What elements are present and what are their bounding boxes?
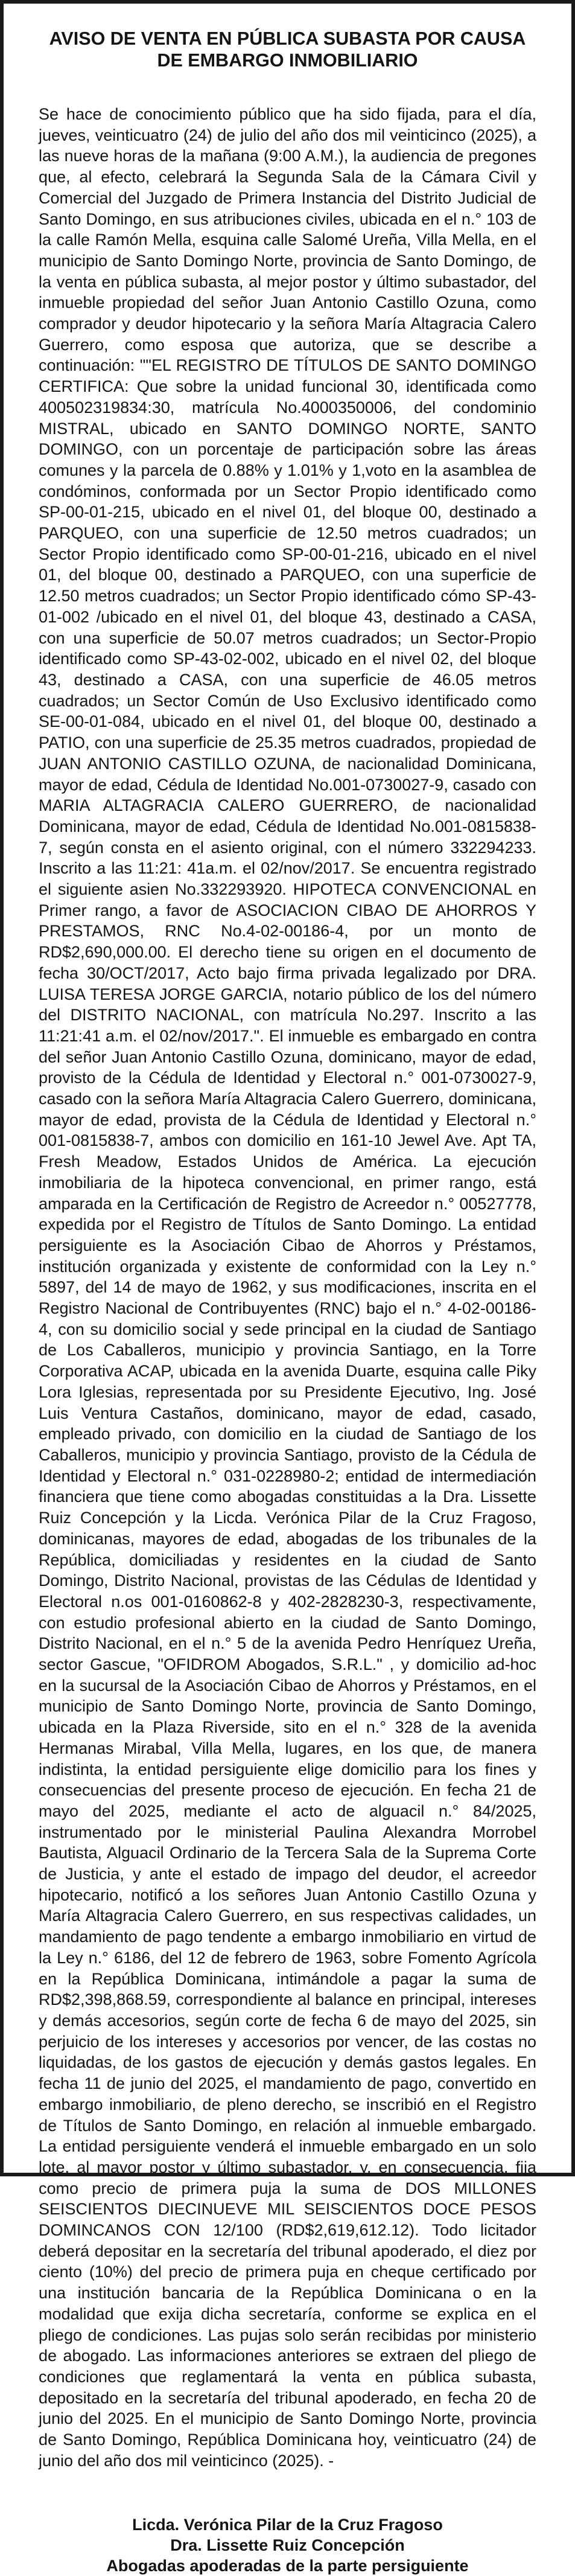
signature-line-2: Dra. Lissette Ruiz Concepción bbox=[170, 2536, 405, 2555]
notice-title bbox=[39, 28, 536, 71]
signature-line-1: Licda. Verónica Pilar de la Cruz Fragoso bbox=[132, 2516, 443, 2534]
signature-block bbox=[39, 2514, 536, 2576]
notice-title-line-2: DE EMBARGO INMOBILIARIO bbox=[157, 50, 418, 71]
signature-line-3: Abogadas apoderadas de la parte persiguiente bbox=[106, 2557, 469, 2575]
notice-body: Se hace de conocimiento público que ha sido fijada, para el día, jueves, veinticuatro (24) de julio del año dos mil veinticinco (2025), a las nueve horas de la mañana (9:00 A.M.), la audiencia de pregones que, al efecto, celebrará la Segunda Sala de la Cámara Civil y Comercial del Juzgado de Primera Instancia del Distrito Judicial de Santo Domingo, en sus atribuciones civiles, ubicada en el n.° 103 de la calle Ramón Mella, esquina calle Salomé Ureña, Villa Mella, en el municipio de Santo Domingo Norte, provincia de Santo Domingo, de la venta en pública subasta, al mejor postor y último subastador, del inmueble propiedad del señor Juan Antonio Castillo Ozuna, como comprador y deudor hipotecario y la señora María Altagracia Calero Guerrero, como esposa que autoriza, que se describe a continuación: ""EL REGISTRO DE TÍTULOS DE SANTO DOMINGO CERTIFICA: Que sobre la unidad funcional 30, identificada como 400502319834:30, matrícula No.4000350006, del condominio MISTRAL, ubicado en SANTO DOMINGO NORTE, SANTO DOMINGO, con un porcentaje de participación sobre las áreas comunes y la parcela de 0.88% y 1.01% y 1,voto en la asamblea de condóminos, conformada por un Sector Propio identificado como SP-00-01-215, ubicado en el nivel 01, del bloque 00, destinado a PARQUEO, con una superficie de 12.50 metros cuadrados; un Sector Propio identificado como SP-00-01-216, ubicado en el nivel 01, del bloque 00, destinado a PARQUEO, con una superficie de 12.50 metros cuadrados; un Sector Propio identificado cómo SP-43-01-002 /ubicado en el nivel 01, del bloque 43, destinado a CASA, con una superficie de 50.07 metros cuadrados; un Sector-Propio identificado como SP-43-02-002, ubicado en el nivel 02, del bloque 43, destinado a CASA, con una superficie de 46.05 metros cuadrados; un Sector Común de Uso Exclusivo identificado como SE-00-01-084, ubicado en el nivel 01, del bloque 00, destinado a PATIO, con una superficie de 25.35 metros cuadrados, propiedad de JUAN ANTONIO CASTILLO OZUNA, de nacionalidad Dominicana, mayor de edad, Cédula de Identidad No.001-0730027-9, casado con MARIA ALTAGRACIA CALERO GUERRERO, de nacionalidad Dominicana, mayor de edad, Cédula de Identidad No.001-0815838-7, según consta en el asiento original, con el número 332294233. Inscrito a las 11:21: 41a.m. el 02/nov/2017. Se encuentra registrado el siguiente asien No.332293920. HIPOTECA CONVENCIONAL en Primer rango, a favor de ASOCIACION CIBAO DE AHORROS Y PRESTAMOS, RNC No.4-02-00186-4, por un monto de RD$2,690,000.00. El derecho tiene su origen en el documento de fecha 30/OCT/2017, Acto bajo firma privada legalizado por DRA. LUISA TERESA JORGE GARCIA, notario público de los del número del DISTRITO NACIONAL, con matrícula No.297. Inscrito a las 11:21:41 a.m. el 02/nov/2017.". El inmueble es embargado en contra del señor Juan Antonio Castillo Ozuna, dominicano, mayor de edad, provisto de la Cédula de Identidad y Electoral n.° 001-0730027-9, casado con la señora María Altagracia Calero Guerrero, dominicana, mayor de edad, provista de la Cédula de Identidad y Electoral n.° 001-0815838-7, ambos con domicilio en 161-10 Jewel Ave. Apt TA, Fresh Meadow, Estados Unidos de América. La ejecución inmobiliaria de la hipoteca convencional, en primer rango, está amparada en la Certificación de Registro de Acreedor n.° 00527778, expedida por el Registro de Títulos de Santo Domingo. La entidad persiguiente es la Asociación Cibao de Ahorros y Préstamos, institución organizada y existente de conformidad con la Ley n.° 5897, del 14 de mayo de 1962, y sus modificaciones, inscrita en el Registro Nacional de Contribuyentes (RNC) bajo el n.° 4-02-00186-4, con su domicilio social y sede principal en la ciudad de Santiago de Los Caballeros, municipio y provincia Santiago, en la Torre Corporativa ACAP, ubicada en la avenida Duarte, esquina calle Piky Lora Iglesias, representada por su Presidente Ejecutivo, Ing. José Luis Ventura Castaños, dominicano, mayor de edad, casado, empleado privado, con domicilio en la ciudad de Santiago de los Caballeros, municipio y provincia Santiago, provisto de la Cédula de Identidad y Electoral n.° 031-0228980-2; entidad de intermediación financiera que tiene como abogadas constituidas a la Dra. Lissette Ruiz Concepción y la Licda. Verónica Pilar de la Cruz Fragoso, dominicanas, mayores de edad, abogadas de los tribunales de la República, domiciliadas y residentes en la ciudad de Santo Domingo, Distrito Nacional, provistas de las Cédulas de Identidad y Electoral n.os 001-0160862-8 y 402-2828230-3, respectivamente, con estudio profesional abierto en la ciudad de Santo Domingo, Distrito Nacional, en el n.° 5 de la avenida Pedro Henríquez Ureña, sector Gascue, "OFIDROM Abogados, S.R.L." , y domicilio ad-hoc en la sucursal de la Asociación Cibao de Ahorros y Préstamos, en el municipio de Santo Domingo Norte, provincia de Santo Domingo, ubicada en la Plaza Riverside, sito en el n.° 328 de la avenida Hermanas Mirabal, Villa Mella, lugares, en los que, de manera indistinta, la entidad persiguiente elige domicilio para los fines y consecuencias del presente proceso de ejecución. En fecha 21 de mayo del 2025, mediante el acto de alguacil n.° 84/2025, instrumentado por le ministerial Paulina Alexandra Morrobel Bautista, Alguacil Ordinario de la Tercera Sala de la Suprema Corte de Justicia, y ante el estado de impago del deudor, el acreedor hipotecario, notificó a los señores Juan Antonio Castillo Ozuna y María Altagracia Calero Guerrero, en sus respectivas calidades, un mandamiento de pago tendente a embargo inmobiliario en virtud de la Ley n.° 6186, del 12 de febrero de 1963, sobre Fomento Agrícola en la República Dominicana, intimándole a pagar la suma de RD$2,398,868.59, correspondiente al balance en principal, intereses y demás accesorios, según corte de fecha 6 de mayo del 2025, sin perjuicio de los intereses y accesorios por vencer, de las costas no liquidadas, de los gastos de ejecución y demás gastos legales. En fecha 11 de junio del 2025, el mandamiento de pago, convertido en embargo inmobiliario, de pleno derecho, se inscribió en el Registro de Títulos de Santo Domingo, en relación al inmueble embargado. La entidad persiguiente venderá el inmueble embargado en un solo lote, al mayor postor y último subastador, y, en consecuencia, fija como precio de primera puja la suma de DOS MILLONES SEISCIENTOS DIECINUEVE MIL SEISCIENTOS DOCE PESOS DOMINCANOS CON 12/100 (RD$2,619,612.12). Todo licitador deberá depositar en la secretaría del tribunal apoderado, el diez por ciento (10%) del precio de primera puja en cheque certificado por una institución bancaria de la República Dominicana o en la modalidad que exija dicha secretaría, conforme se explica en el pliego de condiciones. Las pujas solo serán recibidas por ministerio de abogado. Las informaciones anteriores se extraen del pliego de condiciones que reglamentará la venta en pública subasta, depositado en la secretaría del tribunal apoderado, en fecha 20 de junio del 2025. En el municipio de Santo Domingo Norte, provincia de Santo Domingo, República Dominicana hoy, veinticuatro (24) de junio del año dos mil veinticinco (2025). - bbox=[39, 105, 536, 2470]
notice-title-line-1: AVISO DE VENTA EN PÚBLICA SUBASTA POR CAUSA bbox=[49, 28, 526, 49]
